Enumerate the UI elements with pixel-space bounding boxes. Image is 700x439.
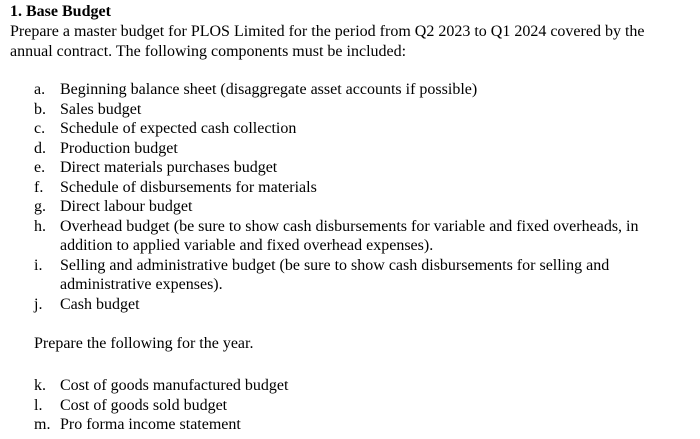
- list-item: [10, 256, 700, 295]
- list-item-text: Cost of goods sold budget: [60, 396, 228, 414]
- list-item: [10, 139, 700, 159]
- list-item-text: Pro forma income statement: [60, 416, 241, 433]
- list-item: [10, 119, 700, 139]
- list-item-text: Beginning balance sheet (disaggregate asset accounts if possible): [60, 81, 478, 98]
- list-marker: l.: [34, 396, 43, 414]
- list-item-text: Schedule of disbursements for materials: [60, 178, 317, 196]
- list-item-text: Direct materials purchases budget: [60, 159, 278, 176]
- list-item-text: Direct labour budget: [60, 198, 193, 215]
- components-list: [10, 80, 700, 314]
- list-marker: c.: [34, 120, 46, 137]
- section-heading: 1. Base Budget: [10, 3, 111, 20]
- list-item: [10, 396, 700, 416]
- list-item-text: Schedule of expected cash collection: [60, 120, 297, 137]
- list-item-text: Cash budget: [60, 295, 140, 313]
- list-marker: b.: [34, 100, 46, 118]
- list-marker: d.: [34, 139, 46, 157]
- list-marker: k.: [34, 377, 46, 394]
- list-item: [10, 100, 700, 120]
- year-items-list: [10, 376, 700, 435]
- list-item: [10, 158, 700, 178]
- list-marker: m.: [34, 416, 51, 433]
- year-prompt: Prepare the following for the year.: [34, 335, 254, 352]
- list-item: [10, 415, 700, 435]
- list-item: [10, 376, 700, 396]
- list-item-text: Selling and administrative budget (be sure to show cash disbursements for selling and administrative expenses).: [60, 256, 610, 293]
- list-marker: g.: [34, 198, 46, 215]
- list-marker: a.: [34, 81, 46, 98]
- list-item: [10, 217, 700, 256]
- list-marker: i.: [34, 256, 43, 274]
- intro-paragraph: Prepare a master budget for PLOS Limited for the period from Q2 2023 to Q1 2024 covered by the annual contract. The following components must be included:: [10, 23, 645, 60]
- list-item: [10, 197, 700, 217]
- list-item-text: Sales budget: [60, 100, 142, 118]
- list-item: [10, 80, 700, 100]
- list-marker: h.: [34, 217, 46, 235]
- list-marker: f.: [34, 178, 44, 196]
- list-item-text: Overhead budget (be sure to show cash disbursements for variable and fixed overheads, in addition to applied variable and fixed overhead expenses).: [60, 217, 639, 254]
- list-marker: j.: [34, 295, 43, 313]
- list-item-text: Production budget: [60, 139, 178, 157]
- list-item: [10, 295, 700, 315]
- list-marker: e.: [34, 159, 46, 176]
- list-item: [10, 178, 700, 198]
- list-item-text: Cost of goods manufactured budget: [60, 377, 289, 394]
